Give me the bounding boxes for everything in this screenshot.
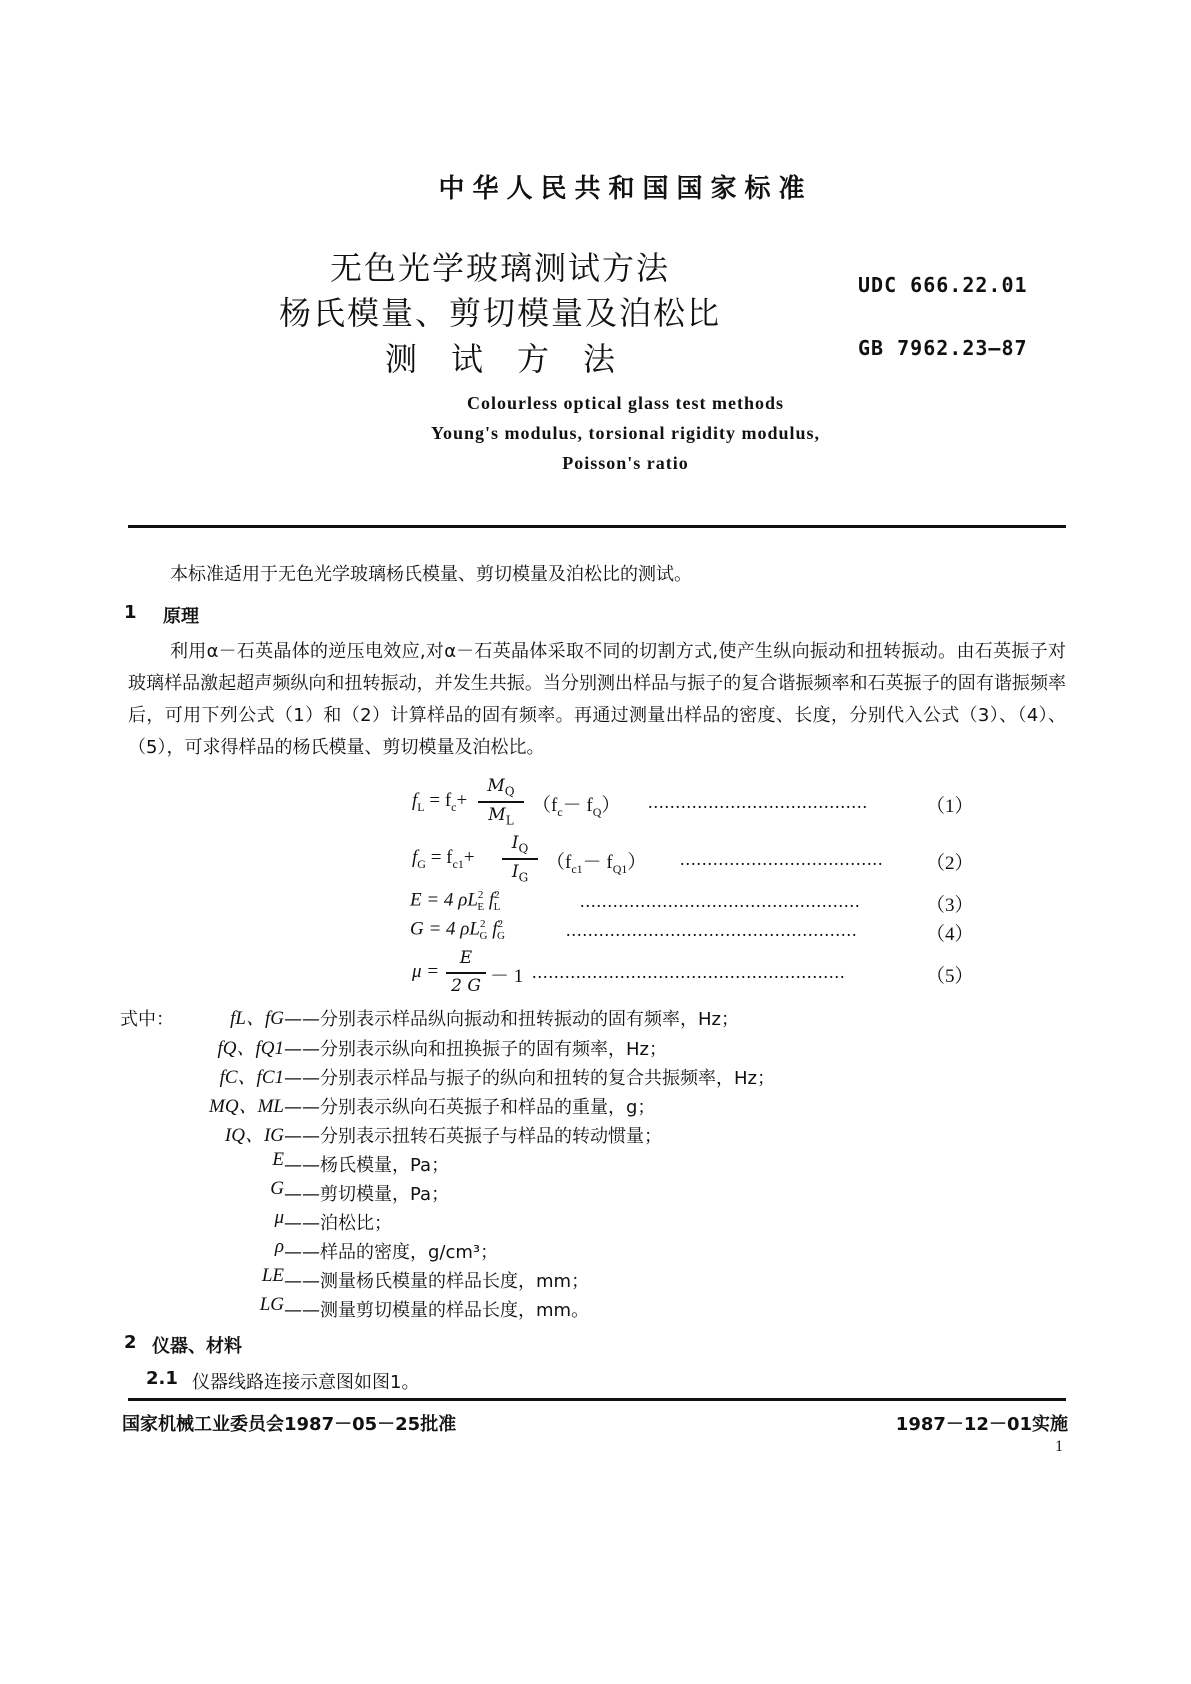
def-text-5: ——分别表示扭转石英振子与样品的转动惯量； xyxy=(284,1126,662,1147)
footer-divider xyxy=(128,1398,1066,1401)
title-line-2: 杨氏模量、剪切模量及泊松比 xyxy=(278,294,721,332)
def-text-9: ——样品的密度，g/cm³； xyxy=(284,1242,499,1263)
def-text-7: ——剪切模量，Pa； xyxy=(284,1184,450,1205)
formula-1-number: （1） xyxy=(926,796,974,817)
def-text-11: ——测量剪切模量的样品长度，mm。 xyxy=(284,1300,590,1321)
english-title-line-2: Young's modulus, torsional rigidity modulus, xyxy=(430,423,821,443)
udc-code: UDC 666.22.01 xyxy=(858,273,1028,297)
section-2-title: 仪器、材料 xyxy=(152,1336,242,1357)
formula-1 xyxy=(412,790,467,815)
def-symbol-11: LG xyxy=(259,1294,284,1315)
formula-4-number: （4） xyxy=(926,924,974,945)
scope-statement: 本标准适用于无色光学玻璃杨氏模量、剪切模量及泊松比的测试。 xyxy=(170,564,692,585)
def-text-3: ——分别表示样品与振子的纵向和扭转的复合共振频率，Hz； xyxy=(284,1068,775,1089)
formula-1-denominator: $M_L$ xyxy=(488,805,514,828)
def-text-10: ——测量杨氏模量的样品长度，mm； xyxy=(284,1271,590,1292)
formula-1-fraction-bar xyxy=(478,801,524,803)
formula-4-leader: ..................................................... xyxy=(566,920,858,940)
def-symbol-2: fQ、fQ1 xyxy=(217,1038,284,1059)
formula-1-lhs: f xyxy=(412,790,418,811)
def-symbol-5: IQ、IG xyxy=(224,1125,284,1146)
formula-1-tail: $(f_c- f_Q)$ xyxy=(532,795,621,819)
formula-1-mid: = f xyxy=(429,790,452,811)
def-text-1: ——分别表示样品纵向振动和扭转振动的固有频率，Hz； xyxy=(284,1009,739,1030)
formula-1-leader: ........................................ xyxy=(648,792,868,812)
section-1-title: 原理 xyxy=(163,606,199,627)
approval-date: 国家机械工业委员会1987－05－25批准 xyxy=(122,1414,457,1435)
formula-5-number: （5） xyxy=(926,966,974,987)
formula-5-fraction-bar xyxy=(446,972,486,974)
title-line-1: 无色光学玻璃测试方法 xyxy=(329,249,670,287)
english-title-line-1: Colourless optical glass test methods xyxy=(467,393,784,413)
formula-4: G = 4 $\rho L^2_G$ $f^2_G$ xyxy=(410,918,505,943)
formula-2-tail: $(f_{c1}- f_{Q1})$ xyxy=(546,852,647,876)
section-2-number: 2 xyxy=(124,1332,137,1353)
def-symbol-6: E xyxy=(272,1149,284,1170)
formula-5-tail: － 1 xyxy=(490,966,524,987)
section-1-number: 1 xyxy=(124,602,137,623)
def-text-8: ——泊松比； xyxy=(284,1213,392,1234)
formula-2-fraction-bar xyxy=(502,858,538,860)
gb-code: GB 7962.23—87 xyxy=(858,336,1028,360)
def-symbol-1: fL、fG xyxy=(230,1008,284,1029)
formula-2-number: （2） xyxy=(926,853,974,874)
def-text-6: ——杨氏模量，Pa； xyxy=(284,1155,450,1176)
formula-2-numerator: $I_Q$ xyxy=(511,833,529,856)
def-text-2: ——分别表示纵向和扭换振子的固有频率，Hz； xyxy=(284,1039,667,1060)
section-2-1-number: 2.1 xyxy=(146,1368,178,1389)
national-standard-heading: 中华人民共和国国家标准 xyxy=(438,174,813,204)
formula-3: E = 4 $\rho L^2_E$ $f^2_L$ xyxy=(410,889,501,914)
def-symbol-8: μ xyxy=(274,1207,284,1228)
formula-1-numerator: $M_Q$ xyxy=(487,776,515,799)
formula-5-numerator: E xyxy=(459,948,473,968)
effective-date: 1987－12－01实施 xyxy=(895,1414,1068,1435)
english-title-line-3: Poisson's ratio xyxy=(562,453,689,473)
def-symbol-10: LE xyxy=(261,1265,284,1286)
def-symbol-7: G xyxy=(270,1178,284,1199)
formula-1-lhs-sub: L xyxy=(417,799,425,814)
definitions-intro: 式中： xyxy=(120,1009,174,1030)
formula-1-mid-sub: c xyxy=(451,799,457,814)
formula-2-denominator: $I_G$ xyxy=(511,862,529,885)
formula-1-plus: + xyxy=(456,790,468,811)
formula-5-leader: ......................................................... xyxy=(532,962,846,982)
principle-paragraph: 利用α－石英晶体的逆压电效应,对α－石英晶体采取不同的切割方式,使产生纵向振动和扭转振动。由石英振子对玻璃样品激起超声频纵向和扭转振动，并发生共振。当分别测出样品与振子的复合谐振频率和石英振子的固有谐振频率后，可用下列公式（1）和（2）计算样品的固有频率。再通过测量出样品的密度、长度，分别代入公式（3）、（4）、（5），可求得样品的杨氏模量、剪切模量及泊松比。 xyxy=(128,641,1066,758)
formula-3-number: （3） xyxy=(926,895,974,916)
formula-3-leader: ................................................... xyxy=(580,891,861,911)
formula-5-denominator: 2 G xyxy=(451,976,481,996)
def-symbol-3: fC、fC1 xyxy=(219,1067,284,1088)
header-divider xyxy=(128,525,1066,528)
formula-5: μ = xyxy=(412,961,440,982)
title-line-3: 测试方法 xyxy=(384,340,649,378)
section-2-1-text: 仪器线路连接示意图如图1。 xyxy=(192,1372,420,1393)
def-text-4: ——分别表示纵向石英振子和样品的重量，g； xyxy=(284,1097,656,1118)
def-symbol-4: MQ、ML xyxy=(209,1096,284,1117)
formula-2-leader: ..................................... xyxy=(680,849,884,869)
page-number: 1 xyxy=(1055,1438,1063,1455)
def-symbol-9: ρ xyxy=(274,1236,284,1257)
formula-2: $f_G = f_{c1}+$ xyxy=(412,847,475,871)
